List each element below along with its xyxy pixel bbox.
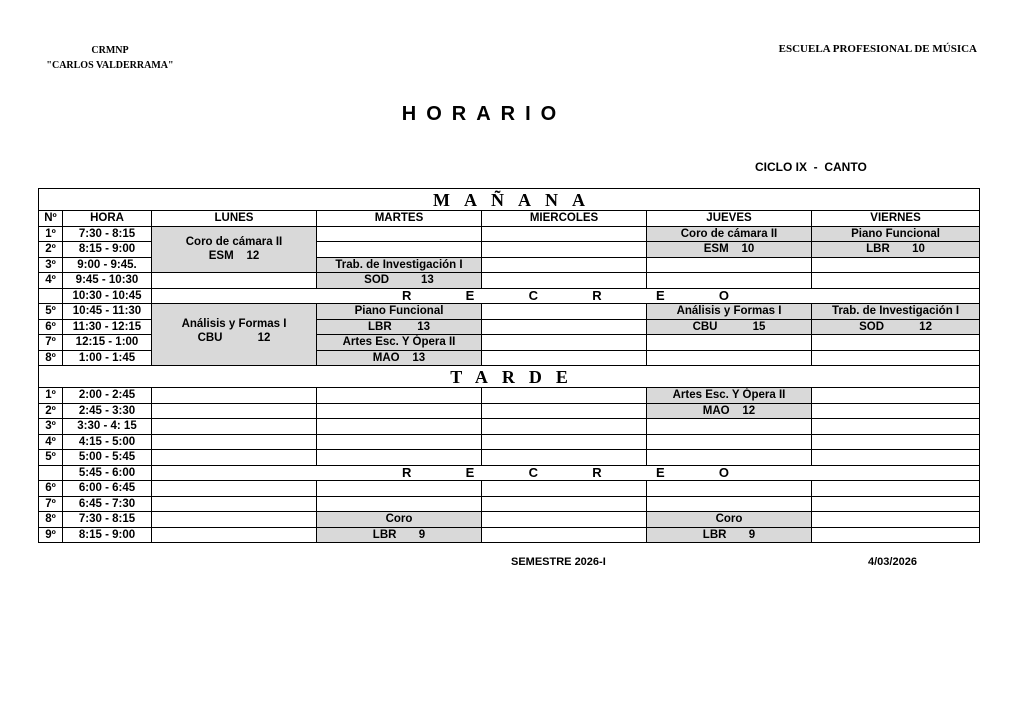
- empty-cell: [812, 481, 980, 497]
- empty-cell: [647, 335, 812, 351]
- period-num: 2º: [39, 242, 63, 258]
- table-row: [39, 512, 980, 528]
- recreo-label: R E C R E O: [402, 465, 730, 480]
- table-row: [39, 304, 980, 320]
- empty-cell: [482, 242, 647, 258]
- course-name: Análisis y Formas I: [181, 317, 287, 330]
- period-num: 8º: [39, 512, 63, 528]
- empty-cell: [152, 450, 317, 466]
- empty-cell: [647, 450, 812, 466]
- table-row: [39, 434, 980, 450]
- period-num: 4º: [39, 273, 63, 289]
- empty-cell: [482, 481, 647, 497]
- empty-cell: [152, 273, 317, 289]
- empty-cell: [317, 388, 482, 404]
- col-num-header: Nº: [39, 211, 63, 227]
- empty-cell: [317, 481, 482, 497]
- school-name: ESCUELA PROFESIONAL DE MÚSICA: [778, 43, 977, 55]
- table-row: [39, 481, 980, 497]
- course-name: Coro de cámara II: [647, 226, 812, 242]
- recreo-cell: [152, 465, 980, 481]
- course-cell: [152, 226, 317, 273]
- col-tue-header: MARTES: [317, 211, 482, 227]
- empty-cell: [482, 496, 647, 512]
- course-name: Coro: [647, 512, 812, 528]
- period-hour: 10:30 - 10:45: [63, 288, 152, 304]
- period-num: 7º: [39, 335, 63, 351]
- course-name: Coro de cámara II: [185, 236, 283, 249]
- table-row: [39, 273, 980, 289]
- empty-cell: [317, 403, 482, 419]
- empty-cell: [482, 527, 647, 543]
- course-name: Análisis y Formas I: [647, 304, 812, 320]
- course-code: CBU 12: [197, 331, 271, 344]
- period-hour: 9:45 - 10:30: [63, 273, 152, 289]
- empty-cell: [39, 465, 63, 481]
- empty-cell: [812, 434, 980, 450]
- period-hour: 3:30 - 4: 15: [63, 419, 152, 435]
- empty-cell: [812, 450, 980, 466]
- recreo-row: [39, 465, 980, 481]
- empty-cell: [482, 512, 647, 528]
- empty-cell: [812, 388, 980, 404]
- empty-cell: [482, 226, 647, 242]
- period-hour: 5:45 - 6:00: [63, 465, 152, 481]
- empty-cell: [482, 450, 647, 466]
- table-row: [39, 496, 980, 512]
- empty-cell: [152, 388, 317, 404]
- empty-cell: [482, 388, 647, 404]
- course-code: MAO 12: [647, 403, 812, 419]
- empty-cell: [482, 304, 647, 320]
- course-code: ESM 10: [647, 242, 812, 258]
- course-code: LBR 9: [317, 527, 482, 543]
- period-hour: 9:00 - 9:45.: [63, 257, 152, 273]
- institution-acronym: CRMNP: [91, 45, 129, 56]
- empty-cell: [812, 273, 980, 289]
- empty-cell: [152, 434, 317, 450]
- institution-header: [40, 43, 180, 73]
- course-name: Artes Esc. Y Ópera II: [647, 388, 812, 404]
- empty-cell: [317, 450, 482, 466]
- table-row: [39, 450, 980, 466]
- period-num: 2º: [39, 403, 63, 419]
- morning-section-row: [39, 189, 980, 211]
- empty-cell: [647, 434, 812, 450]
- semester-label: SEMESTRE 2026-I: [511, 556, 606, 568]
- period-hour: 8:15 - 9:00: [63, 527, 152, 543]
- empty-cell: [152, 527, 317, 543]
- period-num: 3º: [39, 419, 63, 435]
- course-name: Piano Funcional: [812, 226, 980, 242]
- period-num: 1º: [39, 388, 63, 404]
- empty-cell: [812, 335, 980, 351]
- header-row: [39, 211, 980, 227]
- table-row: [39, 419, 980, 435]
- period-hour: 2:45 - 3:30: [63, 403, 152, 419]
- empty-cell: [152, 419, 317, 435]
- schedule-table: [38, 188, 980, 543]
- page-title: HORARIO: [401, 103, 567, 125]
- period-hour: 6:00 - 6:45: [63, 481, 152, 497]
- course-name: Trab. de Investigación I: [812, 304, 980, 320]
- empty-cell: [39, 288, 63, 304]
- empty-cell: [812, 527, 980, 543]
- empty-cell: [812, 403, 980, 419]
- course-code: LBR 9: [647, 527, 812, 543]
- period-hour: 1:00 - 1:45: [63, 350, 152, 366]
- empty-cell: [647, 273, 812, 289]
- empty-cell: [152, 481, 317, 497]
- period-hour: 10:45 - 11:30: [63, 304, 152, 320]
- table-row: [39, 388, 980, 404]
- period-hour: 7:30 - 8:15: [63, 226, 152, 242]
- col-wed-header: MIERCOLES: [482, 211, 647, 227]
- empty-cell: [317, 242, 482, 258]
- empty-cell: [812, 350, 980, 366]
- period-num: 5º: [39, 450, 63, 466]
- empty-cell: [482, 403, 647, 419]
- period-num: 7º: [39, 496, 63, 512]
- period-hour: 6:45 - 7:30: [63, 496, 152, 512]
- empty-cell: [482, 335, 647, 351]
- col-mon-header: LUNES: [152, 211, 317, 227]
- period-num: 6º: [39, 319, 63, 335]
- empty-cell: [647, 481, 812, 497]
- period-hour: 5:00 - 5:45: [63, 450, 152, 466]
- col-hour-header: HORA: [63, 211, 152, 227]
- empty-cell: [812, 496, 980, 512]
- course-name: Coro: [317, 512, 482, 528]
- afternoon-title: TARDE: [39, 366, 980, 388]
- period-num: 9º: [39, 527, 63, 543]
- col-thu-header: JUEVES: [647, 211, 812, 227]
- course-name: Artes Esc. Y Ópera II: [317, 335, 482, 351]
- empty-cell: [152, 403, 317, 419]
- empty-cell: [647, 419, 812, 435]
- recreo-cell: [152, 288, 980, 304]
- afternoon-section-row: [39, 366, 980, 388]
- period-num: 3º: [39, 257, 63, 273]
- empty-cell: [482, 350, 647, 366]
- empty-cell: [317, 419, 482, 435]
- recreo-row: [39, 288, 980, 304]
- empty-cell: [152, 496, 317, 512]
- course-code: SOD 12: [812, 319, 980, 335]
- period-hour: 11:30 - 12:15: [63, 319, 152, 335]
- period-hour: 2:00 - 2:45: [63, 388, 152, 404]
- date-label: 4/03/2026: [868, 556, 917, 568]
- empty-cell: [647, 350, 812, 366]
- table-row: [39, 403, 980, 419]
- empty-cell: [482, 319, 647, 335]
- empty-cell: [647, 257, 812, 273]
- morning-title: MAÑANA: [39, 189, 980, 211]
- empty-cell: [482, 273, 647, 289]
- table-row: [39, 527, 980, 543]
- cycle-label: CICLO IX - CANTO: [755, 160, 867, 174]
- course-name: Trab. de Investigación I: [317, 257, 482, 273]
- table-row: [39, 226, 980, 242]
- col-fri-header: VIERNES: [812, 211, 980, 227]
- period-hour: 4:15 - 5:00: [63, 434, 152, 450]
- empty-cell: [317, 496, 482, 512]
- course-code: SOD 13: [317, 273, 482, 289]
- empty-cell: [812, 257, 980, 273]
- period-hour: 12:15 - 1:00: [63, 335, 152, 351]
- period-num: 6º: [39, 481, 63, 497]
- institution-name: "CARLOS VALDERRAMA": [46, 60, 174, 71]
- period-num: 5º: [39, 304, 63, 320]
- course-code: LBR 13: [317, 319, 482, 335]
- recreo-label: R E C R E O: [402, 288, 730, 303]
- period-num: 1º: [39, 226, 63, 242]
- course-code: ESM 12: [208, 250, 260, 263]
- empty-cell: [482, 257, 647, 273]
- empty-cell: [812, 419, 980, 435]
- course-name: Piano Funcional: [317, 304, 482, 320]
- period-hour: 8:15 - 9:00: [63, 242, 152, 258]
- empty-cell: [317, 434, 482, 450]
- empty-cell: [482, 434, 647, 450]
- empty-cell: [647, 496, 812, 512]
- empty-cell: [317, 226, 482, 242]
- period-num: 4º: [39, 434, 63, 450]
- course-code: CBU 15: [647, 319, 812, 335]
- empty-cell: [482, 419, 647, 435]
- empty-cell: [152, 512, 317, 528]
- period-num: 8º: [39, 350, 63, 366]
- course-code: LBR 10: [812, 242, 980, 258]
- empty-cell: [812, 512, 980, 528]
- period-hour: 7:30 - 8:15: [63, 512, 152, 528]
- course-code: MAO 13: [317, 350, 482, 366]
- course-cell: [152, 304, 317, 366]
